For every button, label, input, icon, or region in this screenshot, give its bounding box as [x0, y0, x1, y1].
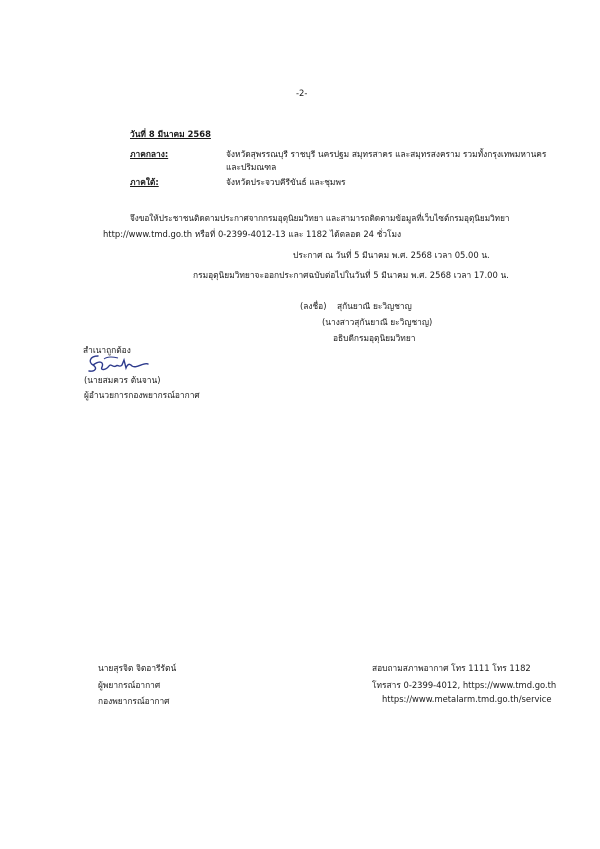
certified-title: ผู้อำนวยการกองพยากรณ์อากาศ — [84, 390, 200, 400]
page-number: -2- — [296, 88, 308, 98]
notice-line-2: http://www.tmd.go.th หรือที่ 0-2399-4012-13 และ 1182 ได้ตลอด 24 ชั่วโมง — [103, 229, 402, 239]
director-title: อธิบดีกรมอุตุนิยมวิทยา — [333, 333, 416, 343]
region-text-central-2: และปริมณฑล — [226, 162, 277, 172]
region-label-central: ภาคกลาง: — [130, 149, 169, 159]
footer-forecaster-name: นายสุรจิต จิตอารีรัตน์ — [98, 663, 177, 673]
handwritten-signature — [84, 352, 164, 374]
signed-prefix: (ลงชื่อ) — [300, 301, 327, 311]
region-label-south: ภาคใต้: — [130, 177, 159, 187]
footer-forecaster-division: กองพยากรณ์อากาศ — [98, 696, 170, 706]
certified-name: (นายสมควร ต้นจาน) — [84, 375, 161, 385]
region-text-central-1: จังหวัดสุพรรณบุรี ราชบุรี นครปฐม สมุทรสาคร และสมุทรสงคราม รวมทั้งกรุงเทพมหานคร — [226, 149, 547, 159]
footer-contact-line-2: โทรสาร 0-2399-4012, https://www.tmd.go.th — [372, 680, 557, 690]
date-heading: วันที่ 8 มีนาคม 2568 — [130, 129, 211, 139]
certified-label: สำเนาถูกต้อง — [83, 345, 131, 355]
director-signed-name: สุกันยาณี ยะวิญชาญ — [337, 301, 412, 311]
notice-line-1: จึงขอให้ประชาชนติดตามประกาศจากกรมอุตุนิยมวิทยา และสามารถติดตามข้อมูลที่เว็บไซต์กรมอุตุนิยมวิทยา — [130, 213, 510, 223]
footer-contact-line-1: สอบถามสภาพอากาศ โทร 1111 โทร 1182 — [372, 663, 531, 673]
region-text-south: จังหวัดประจวบคีรีขันธ์ และชุมพร — [226, 177, 346, 187]
footer-contact-line-3: https://www.metalarm.tmd.go.th/service — [382, 694, 552, 704]
director-full-name: (นางสาวสุกันยาณี ยะวิญชาญ) — [322, 317, 433, 327]
footer-forecaster-role: ผู้พยากรณ์อากาศ — [98, 680, 161, 690]
announce-time: ประกาศ ณ วันที่ 5 มีนาคม พ.ศ. 2568 เวลา 05.00 น. — [293, 250, 490, 260]
next-issue: กรมอุตุนิยมวิทยาจะออกประกาศฉบับต่อไปในวันที่ 5 มีนาคม พ.ศ. 2568 เวลา 17.00 น. — [193, 270, 509, 280]
